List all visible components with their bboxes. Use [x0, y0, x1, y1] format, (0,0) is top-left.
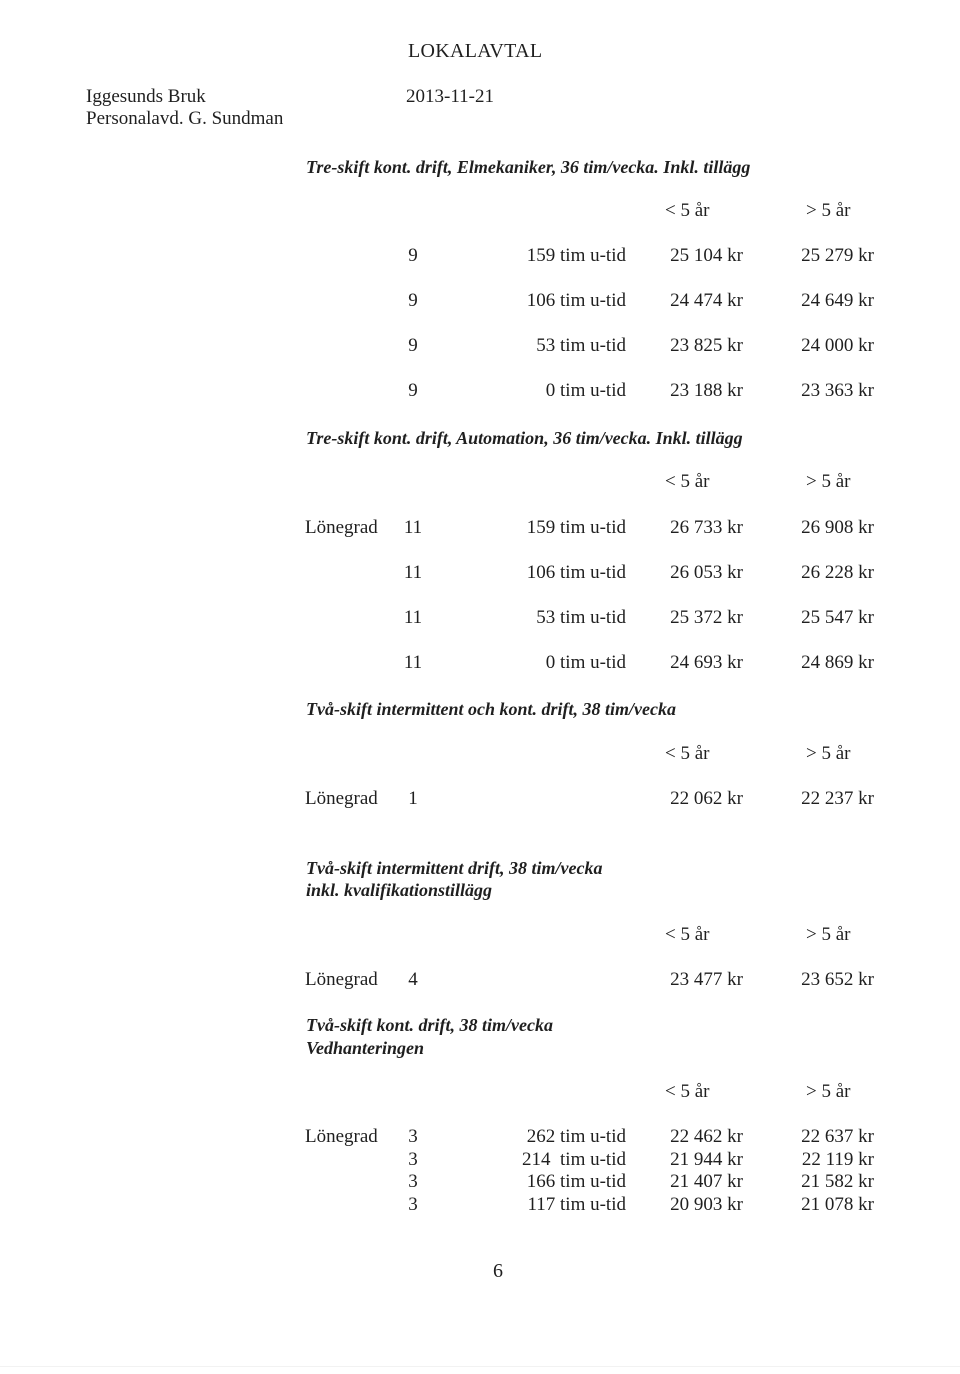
scan-edge: [0, 1366, 960, 1367]
hours-value: 159 tim u-tid: [526, 245, 626, 266]
salary-under-5-years: 21 944 kr: [670, 1149, 743, 1170]
department-signature: Personalavd. G. Sundman: [86, 108, 284, 129]
hours-value: 106 tim u-tid: [526, 290, 626, 311]
hours-value: 117 tim u-tid: [527, 1194, 626, 1215]
salary-under-5-years: 26 053 kr: [670, 562, 743, 583]
salary-grade: 4: [408, 969, 418, 990]
salary-under-5-years: 26 733 kr: [670, 517, 743, 538]
column-header-over-5-years: > 5 år: [806, 471, 851, 492]
column-header-over-5-years: > 5 år: [806, 200, 851, 221]
salary-over-5-years: 22 637 kr: [801, 1126, 874, 1147]
hours-value: 53 tim u-tid: [536, 335, 626, 356]
section-title: Två-skift intermittent och kont. drift, 38 tim/vecka: [306, 699, 676, 719]
row-label: Lönegrad: [305, 1126, 378, 1147]
salary-over-5-years: 25 279 kr: [801, 245, 874, 266]
salary-over-5-years: 26 228 kr: [801, 562, 874, 583]
document-title: LOKALAVTAL: [408, 40, 543, 62]
salary-under-5-years: 23 477 kr: [670, 969, 743, 990]
row-label: Lönegrad: [305, 517, 378, 538]
hours-value: 262 tim u-tid: [526, 1126, 626, 1147]
column-header-over-5-years: > 5 år: [806, 1081, 851, 1102]
row-label: Lönegrad: [305, 788, 378, 809]
document-date: 2013-11-21: [406, 86, 494, 107]
hours-value: 159 tim u-tid: [526, 517, 626, 538]
salary-grade: 9: [408, 245, 418, 266]
salary-grade: 3: [408, 1149, 418, 1170]
salary-grade: 9: [408, 290, 418, 311]
salary-over-5-years: 25 547 kr: [801, 607, 874, 628]
column-header-under-5-years: < 5 år: [665, 743, 710, 764]
salary-grade: 11: [403, 652, 423, 673]
page-number: 6: [493, 1260, 503, 1282]
column-header-under-5-years: < 5 år: [665, 924, 710, 945]
salary-over-5-years: 23 652 kr: [801, 969, 874, 990]
column-header-under-5-years: < 5 år: [665, 200, 710, 221]
hours-value: 106 tim u-tid: [526, 562, 626, 583]
salary-over-5-years: 22 237 kr: [801, 788, 874, 809]
salary-under-5-years: 25 372 kr: [670, 607, 743, 628]
hours-value: 166 tim u-tid: [526, 1171, 626, 1192]
salary-grade: 11: [403, 562, 423, 583]
section-subtitle: inkl. kvalifikationstillägg: [306, 880, 493, 900]
salary-over-5-years: 24 869 kr: [801, 652, 874, 673]
salary-over-5-years: 24 649 kr: [801, 290, 874, 311]
hours-value: 214 tim u-tid: [522, 1149, 626, 1170]
salary-over-5-years: 23 363 kr: [801, 380, 874, 401]
row-label: Lönegrad: [305, 969, 378, 990]
section-title: Tre-skift kont. drift, Elmekaniker, 36 tim/vecka. Inkl. tillägg: [306, 157, 751, 177]
company-name: Iggesunds Bruk: [86, 86, 206, 107]
salary-under-5-years: 24 693 kr: [670, 652, 743, 673]
column-header-under-5-years: < 5 år: [665, 1081, 710, 1102]
section-subtitle: Vedhanteringen: [306, 1038, 425, 1058]
salary-under-5-years: 25 104 kr: [670, 245, 743, 266]
hours-value: 0 tim u-tid: [545, 380, 626, 401]
salary-under-5-years: 20 903 kr: [670, 1194, 743, 1215]
salary-over-5-years: 22 119 kr: [801, 1149, 874, 1170]
salary-grade: 3: [408, 1126, 418, 1147]
salary-grade: 11: [403, 607, 423, 628]
salary-under-5-years: 21 407 kr: [670, 1171, 743, 1192]
section-title: Tre-skift kont. drift, Automation, 36 tim/vecka. Inkl. tillägg: [306, 428, 743, 448]
column-header-over-5-years: > 5 år: [806, 924, 851, 945]
salary-grade: 9: [408, 380, 418, 401]
salary-grade: 11: [403, 517, 423, 538]
salary-over-5-years: 26 908 kr: [801, 517, 874, 538]
salary-over-5-years: 24 000 kr: [801, 335, 874, 356]
salary-over-5-years: 21 582 kr: [801, 1171, 874, 1192]
section-title: Två-skift kont. drift, 38 tim/vecka: [306, 1015, 553, 1035]
salary-under-5-years: 24 474 kr: [670, 290, 743, 311]
salary-grade: 3: [408, 1194, 418, 1215]
salary-under-5-years: 23 188 kr: [670, 380, 743, 401]
salary-grade: 3: [408, 1171, 418, 1192]
column-header-under-5-years: < 5 år: [665, 471, 710, 492]
salary-under-5-years: 22 062 kr: [670, 788, 743, 809]
salary-grade: 1: [408, 788, 418, 809]
hours-value: 0 tim u-tid: [545, 652, 626, 673]
salary-over-5-years: 21 078 kr: [801, 1194, 874, 1215]
hours-value: 53 tim u-tid: [536, 607, 626, 628]
section-title: Två-skift intermittent drift, 38 tim/vecka: [306, 858, 603, 878]
column-header-over-5-years: > 5 år: [806, 743, 851, 764]
salary-under-5-years: 22 462 kr: [670, 1126, 743, 1147]
salary-under-5-years: 23 825 kr: [670, 335, 743, 356]
salary-grade: 9: [408, 335, 418, 356]
